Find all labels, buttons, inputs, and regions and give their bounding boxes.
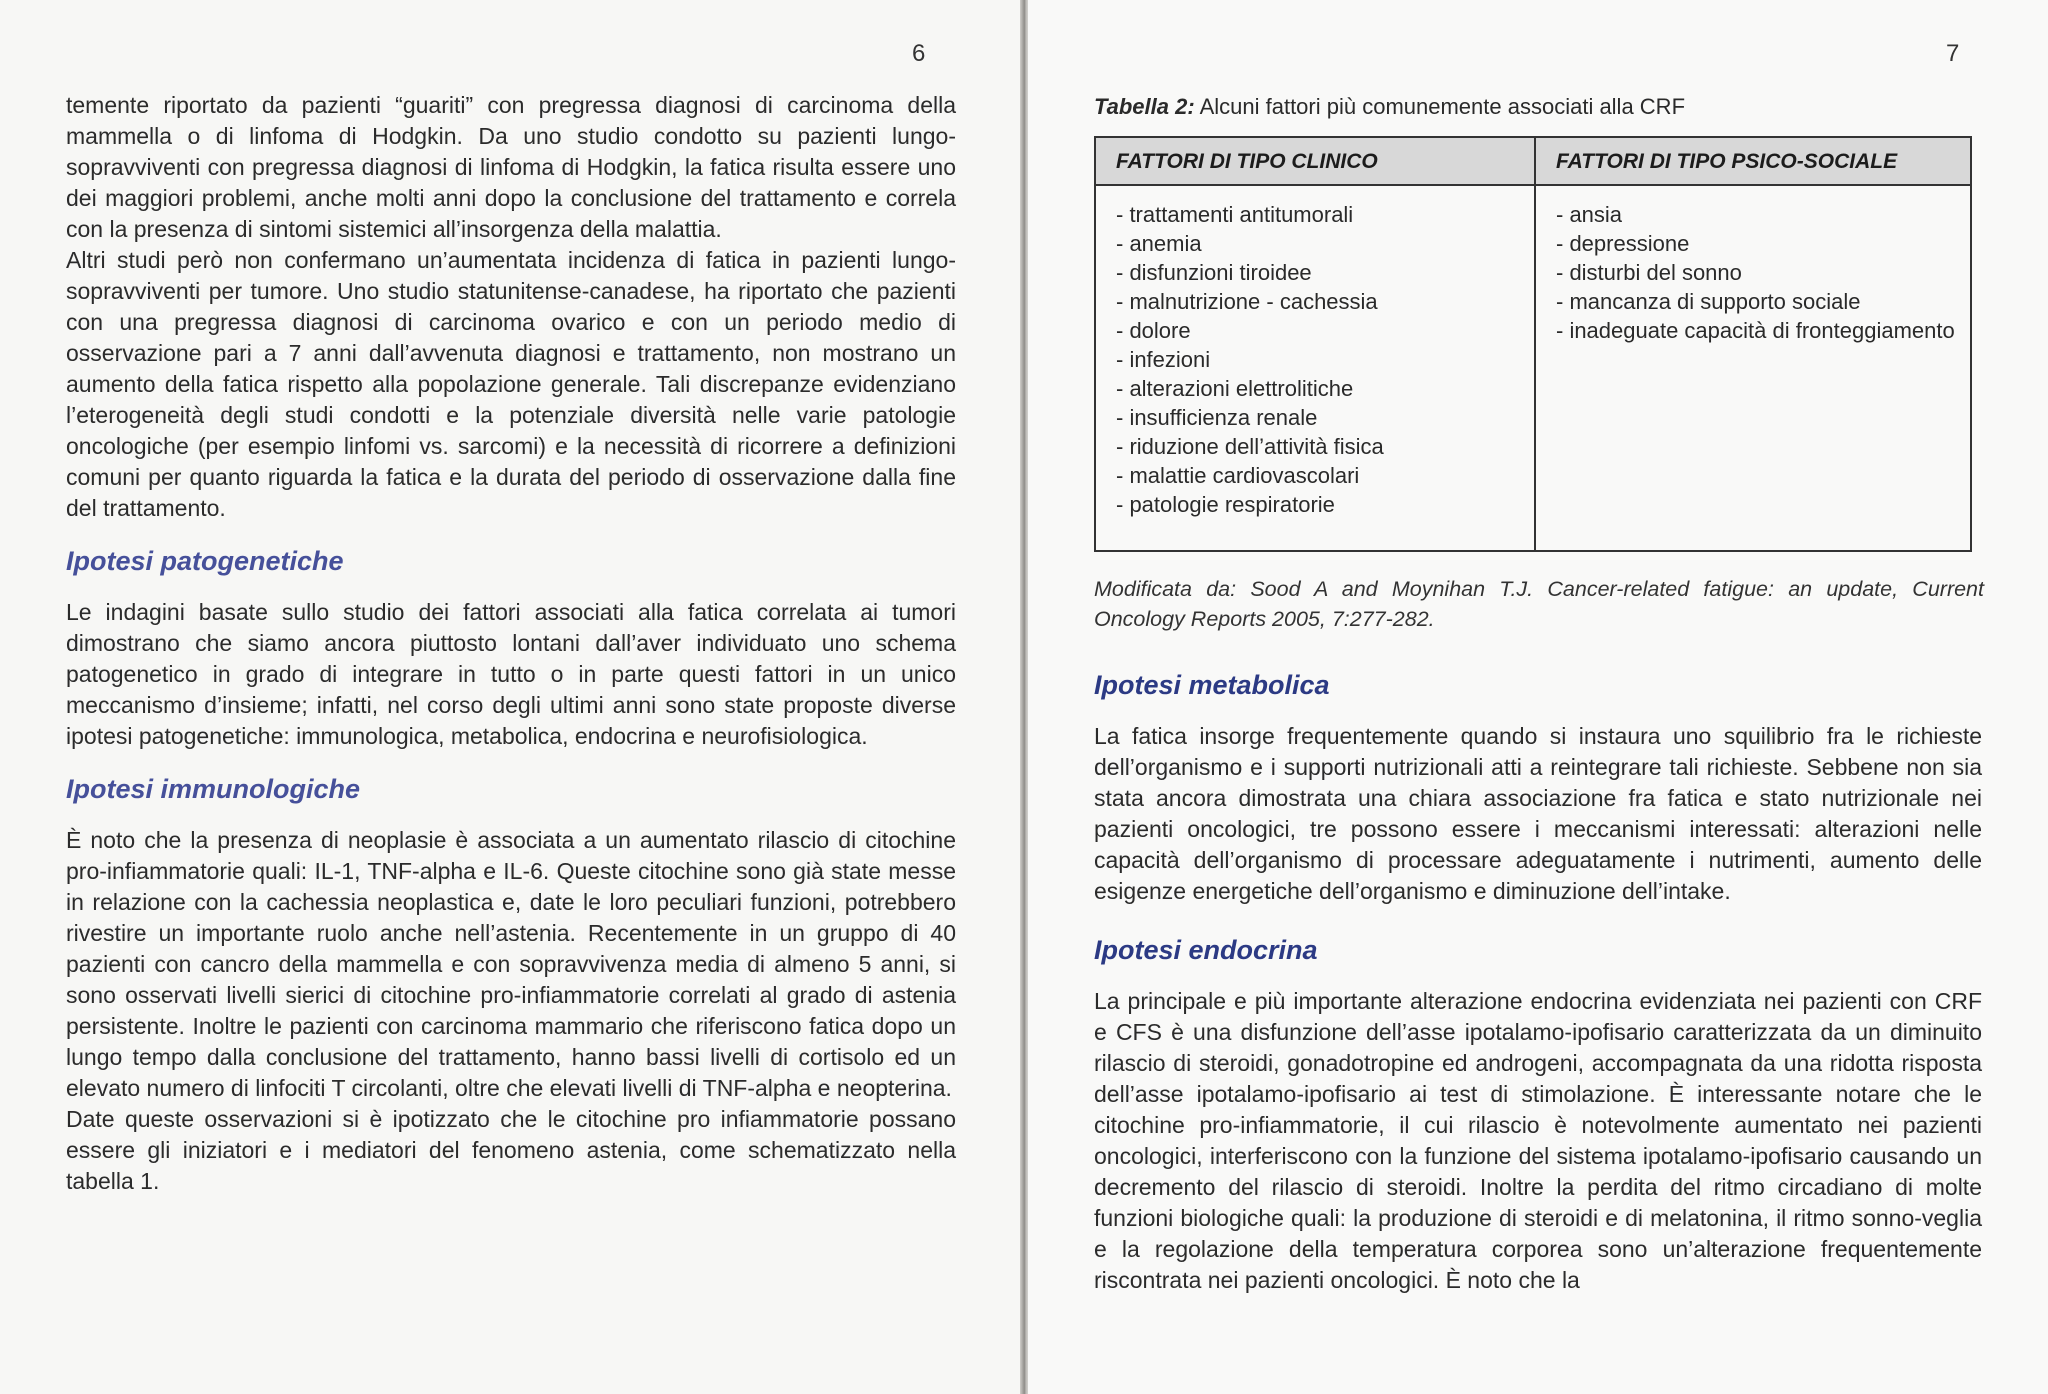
table-cell-clinical	[1095, 185, 1535, 551]
paragraph: È noto che la presenza di neoplasie è associata a un aumentato rilascio di citochine pro-infiammatorie quali: IL-1, TNF-alpha e IL-6. Queste citochine sono già state messe in relazione con la cachessia neoplastica e, date le loro peculiari funzioni, potrebbero rivestire un importante ruolo anche nell’astenia. Recentemente in un gruppo di 40 pazienti con cancro della mammella e con sopravvivenza media di almeno 5 anni, si sono osservati livelli sierici di citochine pro-infiammatorie correlati al grado di astenia persistente. Inoltre le pazienti con carcinoma mammario che riferiscono fatica dopo un lungo tempo dalla conclusione del trattamento, hanno bassi livelli di cortisolo ed un elevato numero di linfociti T circolanti, oltre che elevati livelli di TNF-alpha e neopterina.	[66, 827, 956, 1101]
table-cell-psychosocial	[1535, 185, 1971, 551]
list-item: - disfunzioni tiroidee	[1116, 260, 1312, 285]
list-item: - insufficienza renale	[1116, 405, 1318, 430]
table-caption-text: Alcuni fattori più comunemente associati alla CRF	[1194, 94, 1686, 119]
factors-table	[1094, 136, 1972, 552]
list-item: - infezioni	[1116, 347, 1211, 372]
list-item: - trattamenti antitumorali	[1116, 202, 1354, 227]
paragraph: La principale e più importante alterazione endocrina evidenziata nei pazienti con CRF e CFS è una disfunzione dell’asse ipotalamo-ipofisario caratterizzata da un diminuito rilascio di steroidi, gonadotropine ed androgeni, accompagnata da una ridotta risposta dell’asse ipotalamo-ipofisario ai test di stimolazione. È interessante notare che le citochine pro-infiammatorie, il cui rilascio è notevolmente aumentato nei pazienti oncologici, interferiscono con la funzione del sistema ipotalamo-ipofisario causando un decremento del rilascio di steroidi. Inoltre la perdita del ritmo circadiano di molte funzioni biologiche quali: la produzione di steroidi e di melatonina, il ritmo sonno-veglia e la regolazione della temperatura corporea sono un’alterazione frequentemente riscontrata nei pazienti oncologici. È noto che la	[1094, 988, 1982, 1293]
table-row	[1095, 185, 1971, 551]
paragraph: Date queste osservazioni si è ipotizzato che le citochine pro infiammatorie possano essere gli iniziatori e i mediatori del fenomeno astenia, come schematizzato nella tabella 1.	[66, 1106, 956, 1194]
list-item: - depressione	[1556, 231, 1690, 256]
list-item: - ansia	[1556, 202, 1623, 227]
psychosocial-factors-list	[1556, 200, 1956, 345]
table-header-psychosocial: FATTORI DI TIPO PSICO-SOCIALE	[1535, 137, 1971, 185]
list-item: - malattie cardiovascolari	[1116, 463, 1360, 488]
section-heading: Ipotesi metabolica	[1094, 670, 1330, 700]
right-page	[1028, 0, 2048, 1394]
list-item: - alterazioni elettrolitiche	[1116, 376, 1354, 401]
list-item: - dolore	[1116, 318, 1191, 343]
list-item: - riduzione dell’attività fisica	[1116, 434, 1384, 459]
left-page	[0, 0, 1022, 1394]
list-item: - malnutrizione - cachessia	[1116, 289, 1378, 314]
left-text-column	[66, 90, 956, 1197]
page-number: 7	[1946, 40, 1960, 67]
list-item: - inadeguate capacità di fronteggiamento	[1556, 318, 1955, 343]
paragraph: Le indagini basate sullo studio dei fattori associati alla fatica correlata ai tumori dimostrano che siamo ancora piuttosto lontani dall’aver individuato uno schema patogenetico in grado di integrare in tutto o in parte questi fattori in un unico meccanismo d’insieme; infatti, nel corso degli ultimi anni sono state proposte diverse ipotesi patogenetiche: immunologica, metabolica, endocrina e neurofisiologica.	[66, 599, 956, 749]
page-number: 6	[912, 40, 926, 67]
table-caption	[1094, 92, 1946, 122]
list-item: - patologie respiratorie	[1116, 492, 1335, 517]
list-item: - anemia	[1116, 231, 1202, 256]
paragraph: temente riportato da pazienti “guariti” con pregressa diagnosi di carcinoma della mammella o di linfoma di Hodgkin. Da uno studio condotto su pazienti lungo-sopravviventi con pregressa diagnosi di linfoma di Hodgkin, la fatica risulta essere uno dei maggiori problemi, anche molti anni dopo la conclusione del trattamento e correla con la presenza di sintomi sistemici all’insorgenza della malattia.	[66, 92, 956, 242]
section-heading: Ipotesi immunologiche	[66, 774, 361, 804]
table-caption-label: Tabella 2:	[1094, 94, 1195, 119]
list-item: - disturbi del sonno	[1556, 260, 1742, 285]
paragraph: La fatica insorge frequentemente quando si instaura uno squilibrio fra le richieste dell’organismo e i supporti nutrizionali atti a reintegrare tali richieste. Sebbene non sia stata ancora dimostrata una chiara associazione fra fatica e stato nutrizionale nei pazienti oncologici, tre possono essere i meccanismi interessati: alterazioni nelle capacità dell’organismo di processare adeguatamente i nutrimenti, aumento delle esigenze energetiche dell’organismo e diminuzione dell’intake.	[1094, 723, 1982, 904]
table-source-note: Modificata da: Sood A and Moynihan T.J. Cancer-related fatigue: an update, Current Oncology Reports 2005, 7:277-282.	[1094, 577, 1984, 631]
right-text-column	[1058, 92, 1984, 1296]
section-heading: Ipotesi patogenetiche	[66, 546, 344, 576]
table-header-clinical: FATTORI DI TIPO CLINICO	[1095, 137, 1535, 185]
list-item: - mancanza di supporto sociale	[1556, 289, 1861, 314]
paragraph: Altri studi però non confermano un’aumentata incidenza di fatica in pazienti lungo-sopravviventi per tumore. Uno studio statunitense-canadese, ha riportato che pazienti con una pregressa diagnosi di carcinoma ovarico e con un periodo medio di osservazione pari a 7 anni dall’avvenuta diagnosi e trattamento, non mostrano un aumento della fatica rispetto alla popolazione generale. Tali discrepanze evidenziano l’eterogeneità degli studi condotti e la potenziale diversità nelle varie patologie oncologiche (per esempio linfomi vs. sarcomi) e la necessità di ricorrere a definizioni comuni per quanto riguarda la fatica e la durata del periodo di osservazione dalla fine del trattamento.	[66, 247, 956, 521]
section-heading: Ipotesi endocrina	[1094, 935, 1318, 965]
clinical-factors-list	[1116, 200, 1520, 519]
